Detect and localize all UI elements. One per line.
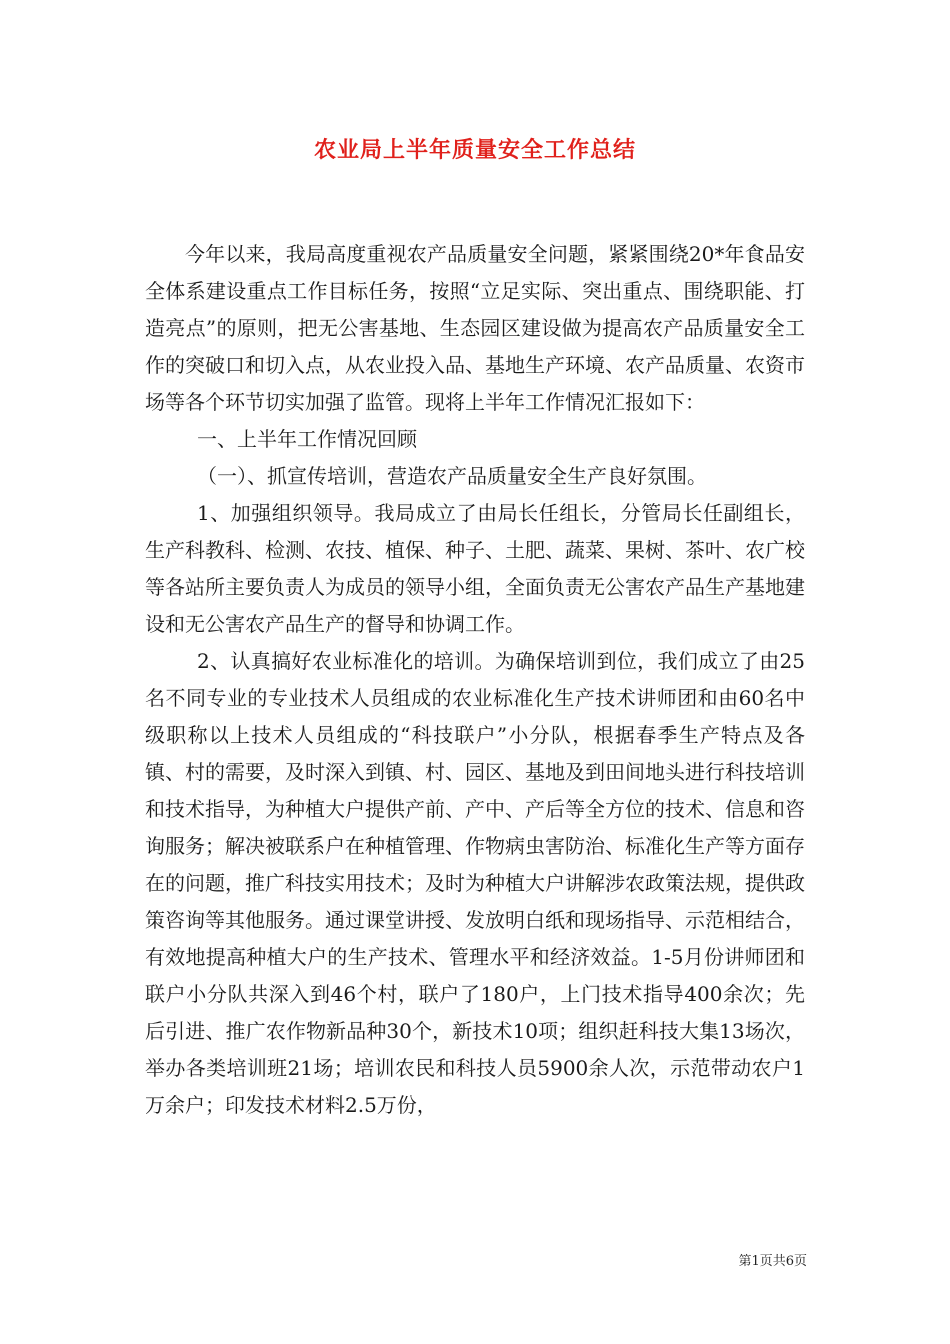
document-body bbox=[145, 236, 805, 1124]
paragraph-item-2: 2、认真搞好农业标准化的培训。为确保培训到位，我们成立了由25名不同专业的专业技术人员组成的农业标准化生产技术讲师团和由60名中级职称以上技术人员组成的“科技联户”小分队，根据春季生产特点及各镇、村的需要，及时深入到镇、村、园区、基地及到田间地头进行科技培训和技术指导，为种植大户提供产前、产中、产后等全方位的技术、信息和咨询服务；解决被联系户在种植管理、作物病虫害防治、标准化生产等方面存在的问题，推广科技实用技术；及时为种植大户讲解涉农政策法规，提供政策咨询等其他服务。通过课堂讲授、发放明白纸和现场指导、示范相结合，有效地提高种植大户的生产技术、管理水平和经济效益。1-5月份讲师团和联户小分队共深入到46个村，联户了180户，上门技术指导400余次；先后引进、推广农作物新品种30个，新技术10项；组织赶科技大集13场次，举办各类培训班21场；培训农民和科技人员5900余人次，示范带动农户1万余户；印发技术材料2.5万份， bbox=[145, 649, 805, 1117]
subsection-heading-1: （一）、抓宣传培训，营造农产品质量安全生产良好氛围。 bbox=[197, 464, 707, 488]
paragraph-intro: 今年以来，我局高度重视农产品质量安全问题，紧紧围绕20*年食品安全体系建设重点工作目标任务，按照“立足实际、突出重点、围绕职能、打造亮点”的原则，把无公害基地、生态园区建设做为提高农产品质量安全工作的突破口和切入点，从农业投入品、基地生产环境、农产品质量、农资市场等各个环节切实加强了监管。现将上半年工作情况汇报如下： bbox=[145, 242, 805, 414]
page-number: 第1页共6页 bbox=[738, 1254, 807, 1269]
section-heading-1: 一、上半年工作情况回顾 bbox=[197, 427, 417, 451]
document-title: 农业局上半年质量安全工作总结 bbox=[313, 138, 636, 163]
paragraph-item-1: 1、加强组织领导。我局成立了由局长任组长，分管局长任副组长，生产科教科、检测、农技、植保、种子、土肥、蔬菜、果树、茶叶、农广校等各站所主要负责人为成员的领导小组，全面负责无公害农产品生产基地建设和无公害农产品生产的督导和协调工作。 bbox=[145, 501, 805, 636]
